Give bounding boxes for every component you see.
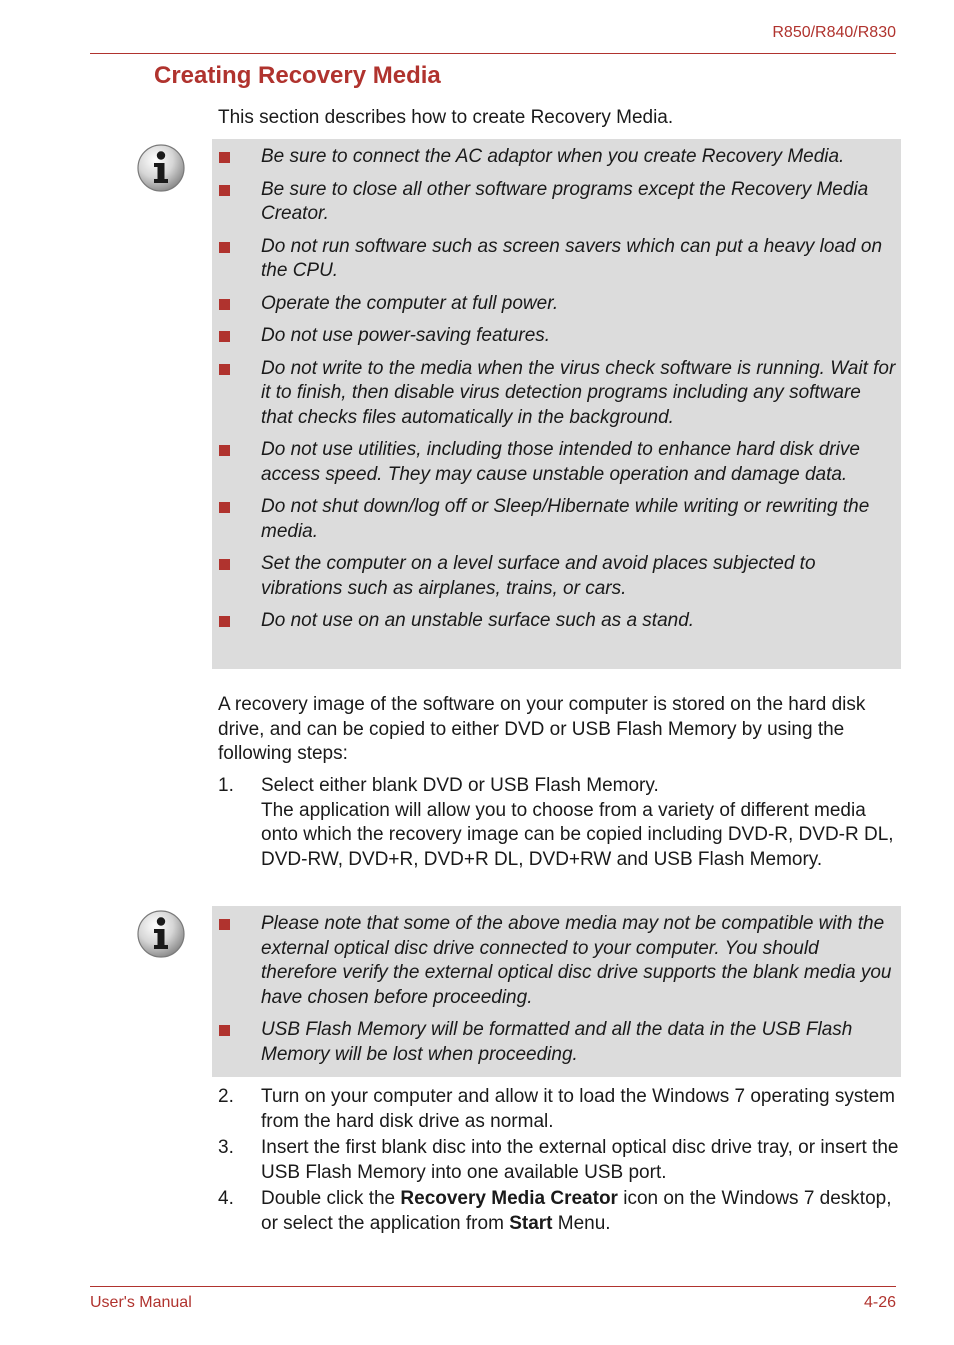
square-bullet-icon — [219, 331, 230, 342]
header-rule — [90, 53, 896, 54]
step-item — [218, 1085, 908, 1134]
step-list — [218, 1085, 908, 1238]
square-bullet-icon — [219, 299, 230, 310]
section-intro: This section describes how to create Recovery Media. — [218, 107, 674, 128]
step-text: Insert the first blank disc into the external optical disc drive tray, or insert the USB Flash Memory into one available USB port. — [261, 1137, 899, 1183]
footer-manual-title: User's Manual — [90, 1294, 192, 1311]
note-item: Be sure to close all other software programs except the Recovery Media Creator. — [212, 178, 897, 227]
step-item — [218, 1136, 908, 1185]
note-item: Operate the computer at full power. — [212, 292, 897, 317]
note-item: Be sure to connect the AC adaptor when you create Recovery Media. — [212, 145, 897, 170]
step-item — [218, 1187, 908, 1236]
note-box-media — [212, 906, 901, 1077]
section-title: Creating Recovery Media — [154, 62, 441, 89]
step-number: 4. — [218, 1188, 234, 1209]
square-bullet-icon — [219, 1025, 230, 1036]
step-list — [218, 774, 908, 874]
footer-page-number: 4-26 — [863, 1294, 896, 1311]
info-icon — [136, 909, 186, 959]
square-bullet-icon — [219, 445, 230, 456]
start-menu-name: Start — [509, 1212, 553, 1234]
body-paragraph: A recovery image of the software on your computer is stored on the hard disk drive, and can be copied to either DVD or USB Flash Memory by using the following steps: — [218, 694, 866, 764]
square-bullet-icon — [219, 919, 230, 930]
step-number: 2. — [218, 1086, 234, 1107]
note-item: Set the computer on a level surface and avoid places subjected to vibrations such as airplanes, trains, or cars. — [212, 552, 897, 601]
square-bullet-icon — [219, 502, 230, 513]
note-item: USB Flash Memory will be formatted and all the data in the USB Flash Memory will be lost when proceeding. — [212, 1018, 897, 1067]
footer-rule — [90, 1286, 896, 1287]
step-item — [218, 774, 908, 872]
square-bullet-icon — [219, 364, 230, 375]
note-box-precautions — [212, 139, 901, 669]
square-bullet-icon — [219, 152, 230, 163]
app-name: Recovery Media Creator — [400, 1188, 618, 1209]
info-icon — [136, 143, 186, 193]
note-item: Do not use utilities, including those intended to enhance hard disk drive access speed. They may cause unstable operation and damage data. — [212, 438, 897, 487]
step-text: Turn on your computer and allow it to load the Windows 7 operating system from the hard disk drive as normal. — [261, 1086, 896, 1132]
step-number: 3. — [218, 1137, 234, 1158]
square-bullet-icon — [219, 185, 230, 196]
note-item: Please note that some of the above media may not be compatible with the external optical disc drive connected to your computer. You should therefore verify the external optical disc drive supports the blank media you have chosen before proceeding. — [212, 912, 897, 1010]
square-bullet-icon — [219, 242, 230, 253]
note-item: Do not run software such as screen savers which can put a heavy load on the CPU. — [212, 235, 897, 284]
manual-model-header: R850/R840/R830 — [772, 24, 896, 41]
step-text: Select either blank DVD or USB Flash Memory. — [261, 775, 659, 796]
square-bullet-icon — [219, 559, 230, 570]
step-detail: The application will allow you to choose from a variety of different media onto which the recovery image can be copied including DVD-R, DVD-R DL, DVD-RW, DVD+R, DVD+R DL, DVD+RW and USB Flash Memory. — [261, 799, 894, 870]
note-item: Do not use power-saving features. — [212, 324, 897, 349]
step-text: Double click the Recovery Media Creator icon on the Windows 7 desktop, or select the application from Start Menu. — [261, 1188, 892, 1234]
note-item: Do not shut down/log off or Sleep/Hibernate while writing or rewriting the media. — [212, 495, 897, 544]
square-bullet-icon — [219, 616, 230, 627]
note-item: Do not write to the media when the virus check software is running. Wait for it to finish, then disable virus detection programs including any software that checks files automatically in the background. — [212, 357, 897, 431]
note-item: Do not use on an unstable surface such as a stand. — [212, 609, 897, 634]
step-number: 1. — [218, 775, 234, 796]
